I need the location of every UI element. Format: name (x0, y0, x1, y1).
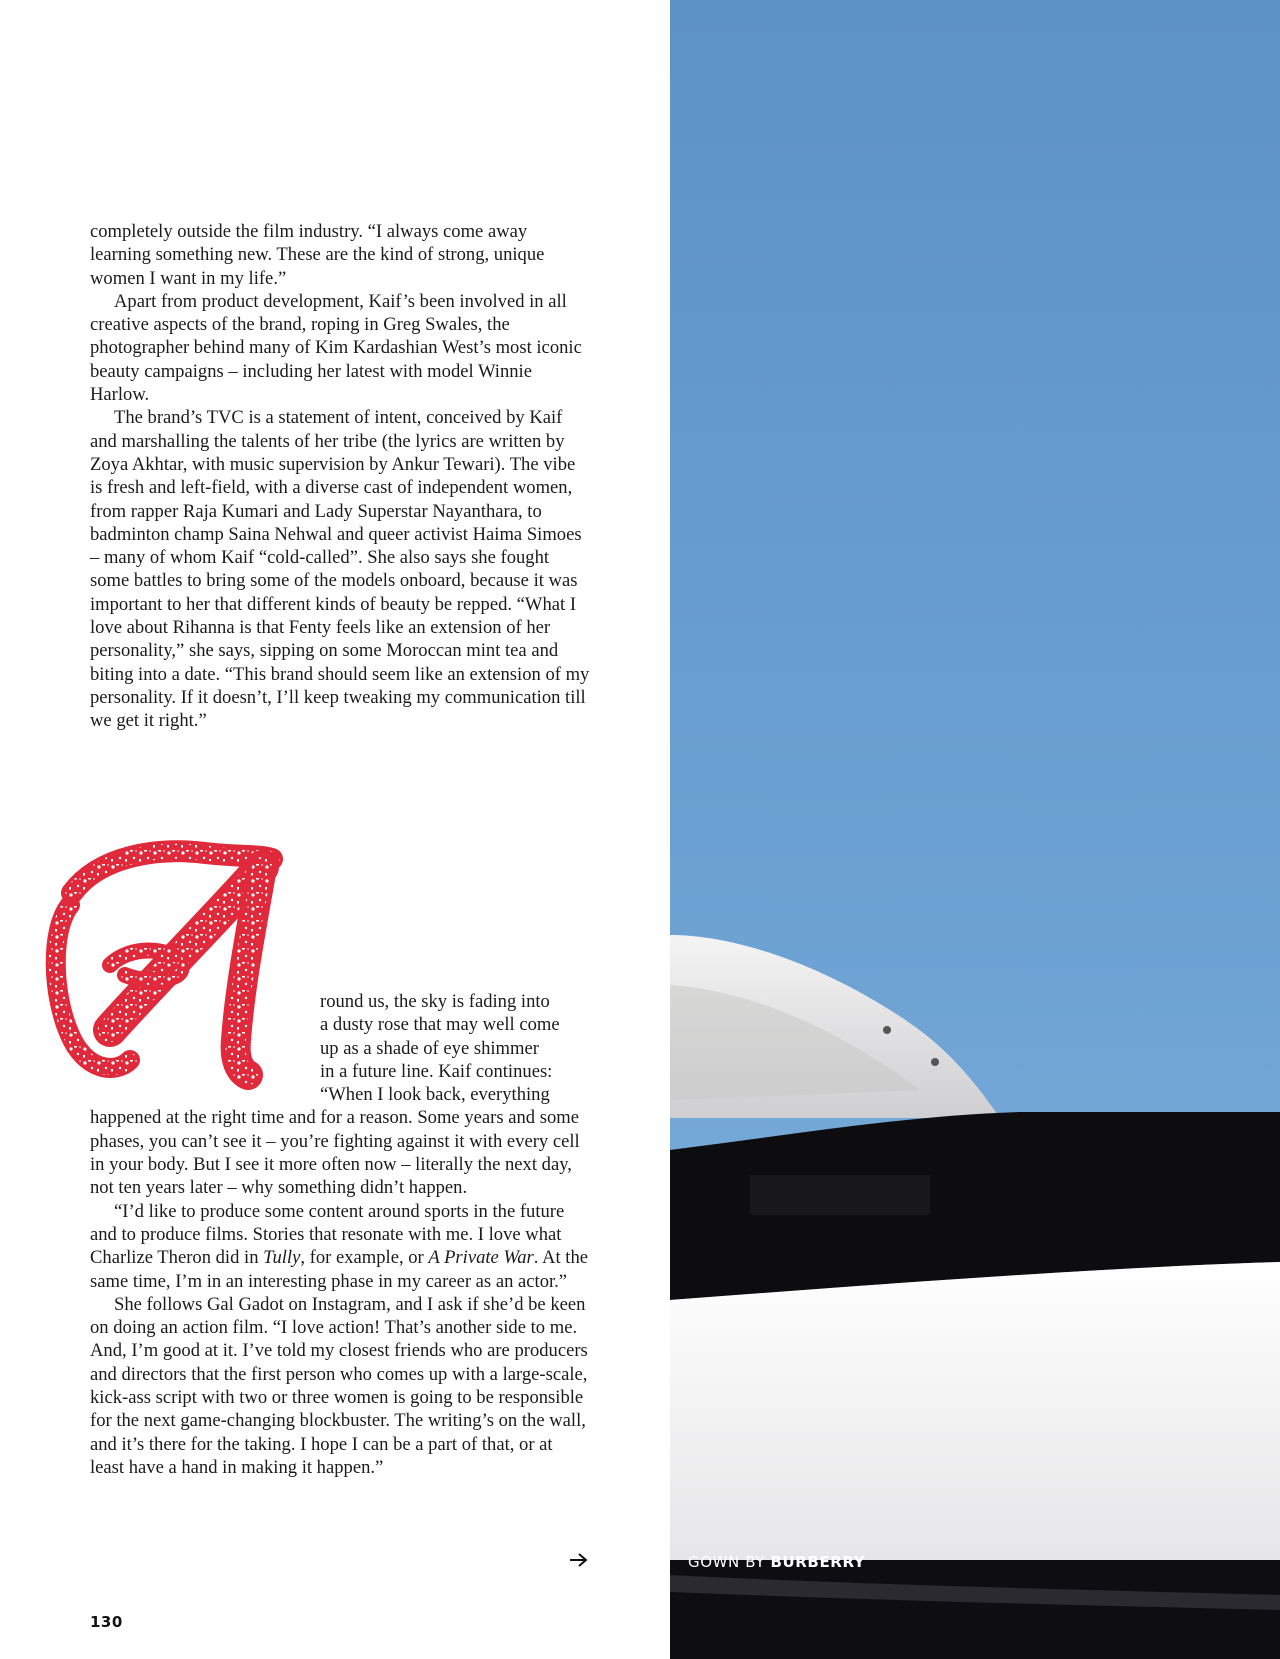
wrapped-line-1: round us, the sky is fading into (320, 991, 550, 1012)
article-body-bottom (90, 990, 590, 1479)
paragraph-3: The brand’s TVC is a statement of intent, conceived by Kaif and marshalling the talents of her tribe (the lyrics are written by Zoya Akhtar, with music supervision by Ankur Tewari). The vibe is fresh and left-field, with a diverse cast of independent women, from rapper Raja Kumari and Lady Superstar Nayanthara, to badminton champ Saina Nehwal and queer activist Haima Simoes – many of whom Kaif “cold-called”. She also says she fought some battles to bring some of the models onboard, because it was important to her that different kinds of beauty be repped. “What I love about Rihanna is that Fenty feels like an extension of her personality,” she says, sipping on some Moroccan mint tea and biting into a date. “This brand should seem like an extension of my personality. If it doesn’t, I’ll keep tweaking my communication till we get it right.” (90, 407, 590, 732)
photo-panel (670, 0, 1280, 1659)
yacht-photo (670, 0, 1280, 1659)
wrapped-line-3: up as a shade of eye shimmer (320, 1037, 539, 1059)
paragraph-6: She follows Gal Gadot on Instagram, and I ask if she’d be keen on doing an action film. “I love action! That’s another side to me. And, I’m good at it. I’ve told my closest friends who are producers and directors that the first person who comes up with a large-scale, kick-ass script with two or three women is going to be responsible for the next game-changing blockbuster. The writing’s on the wall, and it’s there for the taking. I hope I can be a part of that, or at least have a hand in making it happen.” (90, 1293, 588, 1478)
paragraph-5 (90, 1200, 590, 1293)
paragraph-1: completely outside the film industry. “I always come away learning something new. These are the kind of strong, unique women I want in my life.” (90, 221, 545, 289)
paragraph-4 (90, 990, 590, 1200)
page-number: 130 (90, 1613, 123, 1631)
film-title-tully: Tully (263, 1247, 301, 1269)
wrapped-line-2: a dusty rose that may well come (320, 1014, 560, 1036)
right-arrow-icon (566, 1550, 592, 1570)
paragraph-5-part-2: , for example, or (300, 1247, 429, 1269)
film-title-a-private-war: A Private War (428, 1247, 534, 1269)
credit-prefix: GOWN BY (688, 1553, 766, 1571)
paragraph-5-part-3: . At the same time, I’m in an interesting phase in my career as an actor.” (90, 1247, 589, 1292)
paragraph-5-part-1: “I’d like to produce some content around sports in the future and to produce films. Stories that resonate with me. I love what Charlize Theron did in (90, 1200, 565, 1269)
article-body-top (90, 220, 590, 733)
photo-credit (688, 1553, 865, 1571)
paragraph-2: Apart from product development, Kaif’s been involved in all creative aspects of the brand, roping in Greg Swales, the photographer behind many of Kim Kardashian West’s most iconic beauty campaigns – including her latest with model Winnie Harlow. (90, 290, 582, 406)
wrapped-line-4: in a future line. Kaif continues: (320, 1060, 553, 1082)
paragraph-4-rest: happened at the right time and for a reason. Some years and some phases, you can’t see it – you’re fighting against it with every cell in your body. But I see it more often now – literally the next day, not ten years later – why something didn’t happen. (90, 1107, 580, 1199)
credit-brand: BURBERRY (770, 1553, 866, 1571)
wrapped-line-5: “When I look back, everything (320, 1084, 550, 1106)
